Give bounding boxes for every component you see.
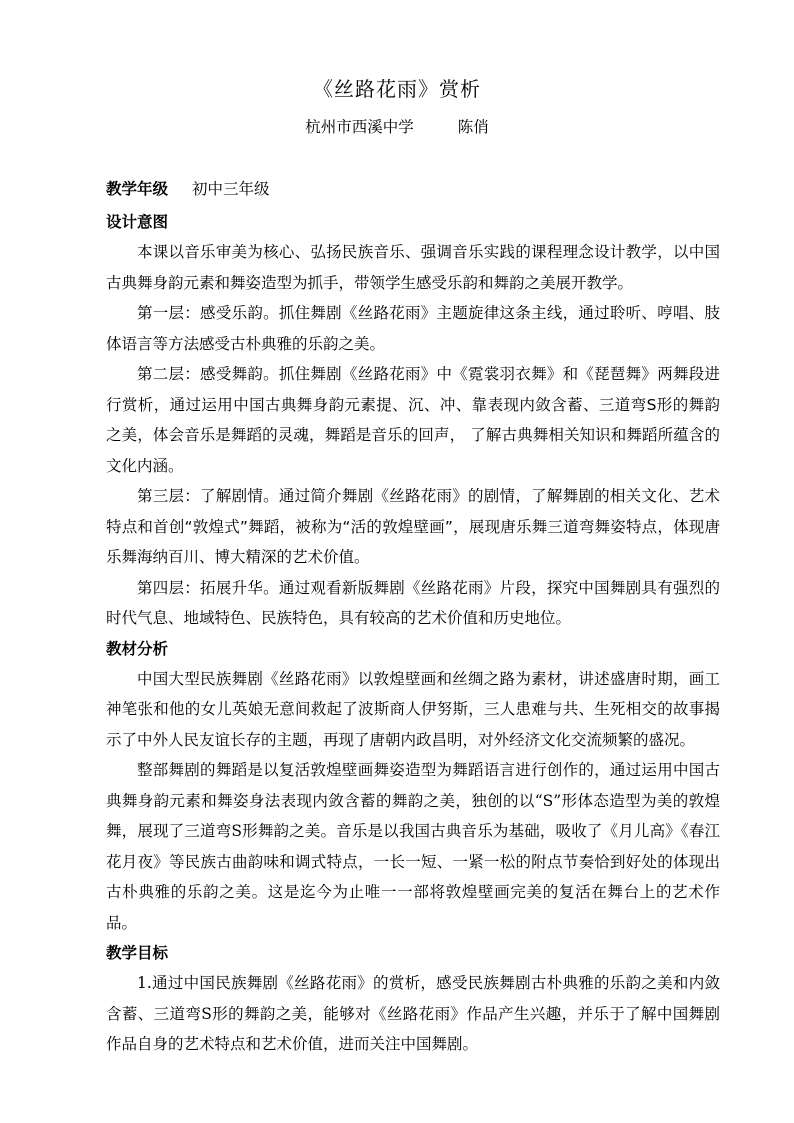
material-heading: 教材分析 — [106, 639, 169, 658]
goals-heading: 教学目标 — [106, 944, 169, 962]
school-name: 杭州市西溪中学 — [305, 118, 414, 136]
document-body — [106, 175, 720, 1060]
grade-value: 初中三年级 — [192, 180, 270, 198]
design-paragraph: 本课以音乐审美为核心、弘扬民族音乐、强调音乐实践的课程理念设计教学，以中国古典舞身韵元素和舞姿造型为抓手，带领学生感受乐韵和舞韵之美展开教学。 — [106, 243, 720, 292]
design-heading: 设计意图 — [106, 213, 169, 231]
goals-paragraph: 1.通过中国民族舞剧《丝路花雨》的赏析，感受民族舞剧古朴典雅的乐韵之美和内敛含蓄、三道弯S形的舞韵之美，能够对《丝路花雨》作品产生兴趣，并乐于了解中国舞剧作品自身的艺术特点和艺术价值，进而关注中国舞剧。 — [106, 974, 720, 1053]
design-paragraph: 第三层：了解剧情。通过简介舞剧《丝路花雨》的剧情，了解舞剧的相关文化、艺术特点和首创“敦煌式”舞蹈，被称为“活的敦煌壁画”，展现唐乐舞三道弯舞姿特点，体现唐乐舞海纳百川、博大精深的艺术价值。 — [106, 487, 720, 566]
grade-label: 教学年级 — [106, 180, 169, 198]
design-paragraph: 第四层：拓展升华。通过观看新版舞剧《丝路花雨》片段，探究中国舞剧具有强烈的时代气息、地域特色、民族特色，具有较高的艺术价值和历史地位。 — [106, 578, 720, 627]
design-paragraph: 第一层：感受乐韵。抓住舞剧《丝路花雨》主题旋律这条主线，通过聆听、哼唱、肢体语言等方法感受古朴典雅的乐韵之美。 — [106, 304, 720, 353]
material-paragraph: 中国大型民族舞剧《丝路花雨》以敦煌壁画和丝绸之路为素材，讲述盛唐时期，画工神笔张和他的女儿英娘无意间救起了波斯商人伊努斯，三人患难与共、生死相交的故事揭示了中外人民友谊长存的主题，再现了唐朝内政昌明，对外经济文化交流频繁的盛况。 — [106, 669, 720, 749]
author-name: 陈俏 — [457, 118, 489, 136]
material-paragraph: 整部舞剧的舞蹈是以复活敦煌壁画舞姿造型为舞蹈语言进行创作的，通过运用中国古典舞身韵元素和舞姿身法表现内敛含蓄的舞韵之美，独创的以“S”形体态造型为美的敦煌舞，展现了三道弯S形舞韵之美。音乐是以我国古典音乐为基础，吸收了《月儿高》《春江花月夜》等民族古曲韵味和调式特点，一长一短、一紧一松的附点节奏恰到好处的体现出古朴典雅的乐韵之美。这是迄今为止唯一一部将敦煌壁画完美的复活在舞台上的艺术作品。 — [106, 761, 720, 932]
grade-row — [106, 175, 720, 207]
author-line — [0, 115, 794, 139]
design-paragraph: 第二层：感受舞韵。抓住舞剧《丝路花雨》中《霓裳羽衣舞》和《琵琶舞》两舞段进行赏析，通过运用中国古典舞身韵元素提、沉、冲、靠表现内敛含蓄、三道弯S形的舞韵之美，体会音乐是舞蹈的灵魂，舞蹈是音乐的回声， 了解古典舞相关知识和舞蹈所蕴含的文化内涵。 — [106, 365, 720, 475]
document-title: 《丝路花雨》赏析 — [313, 77, 481, 101]
